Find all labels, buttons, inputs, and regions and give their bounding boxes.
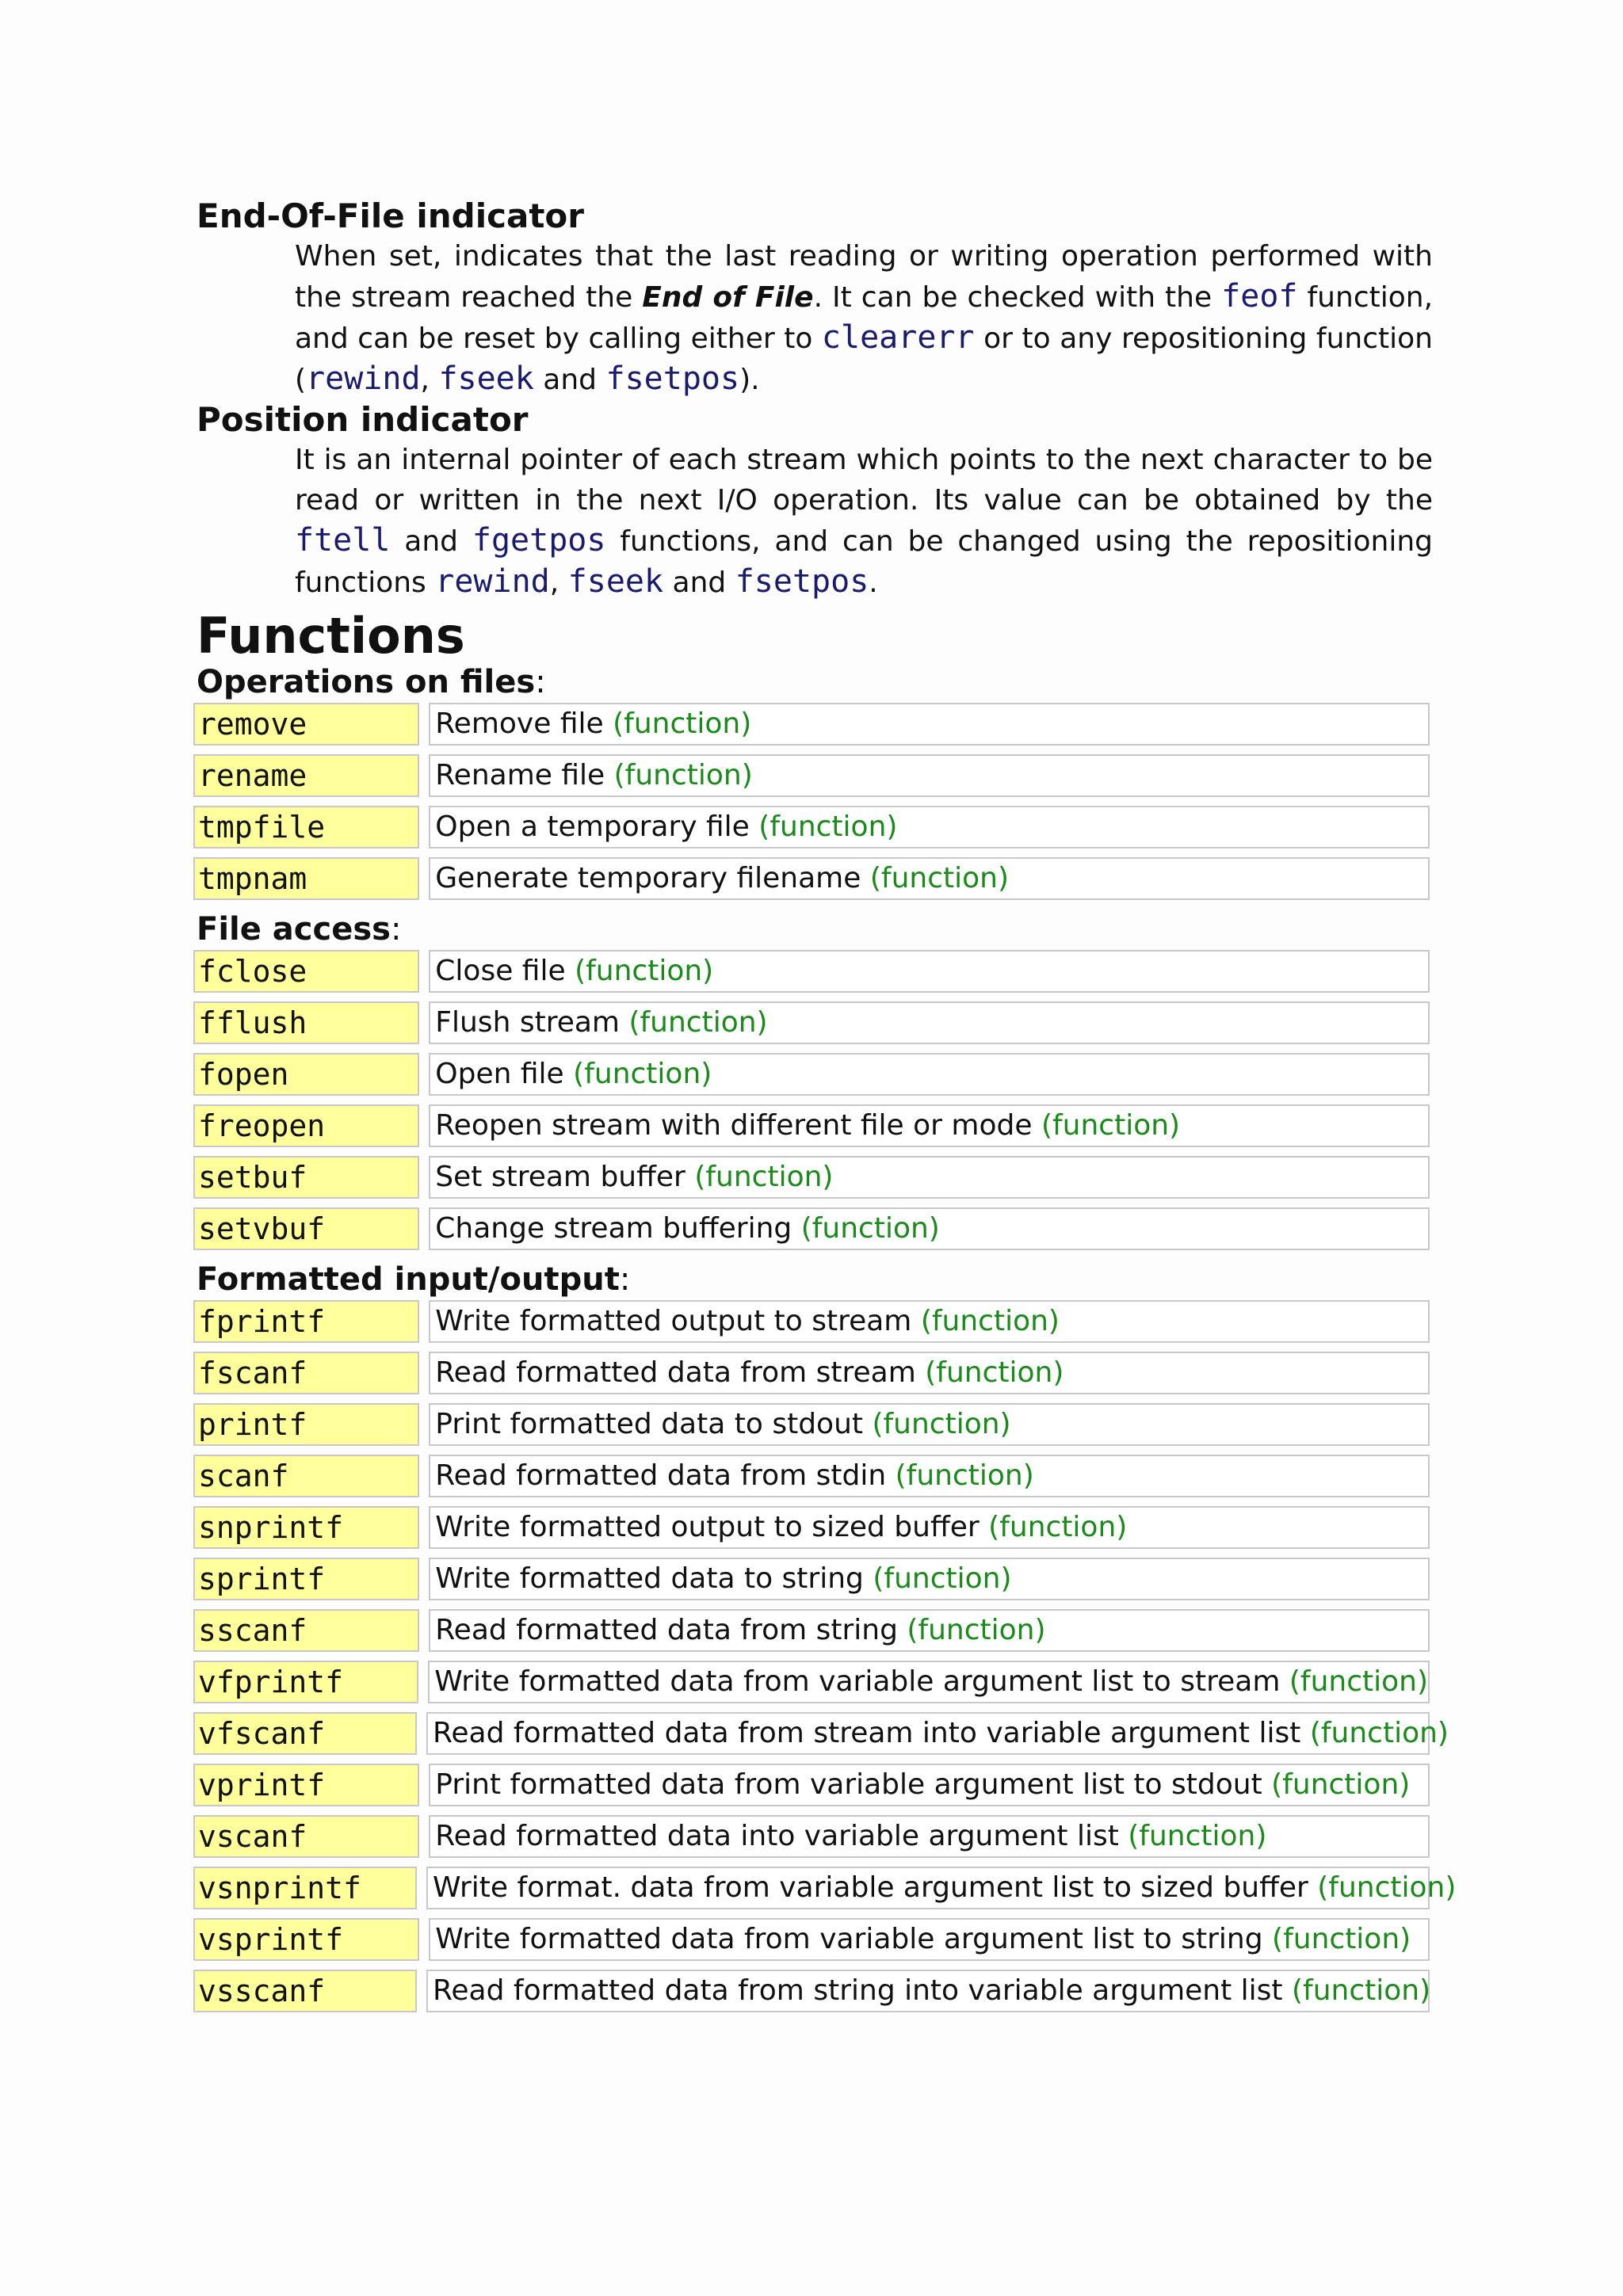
function-description [426, 1867, 1457, 1909]
function-name-link[interactable]: scanf [193, 1455, 419, 1497]
colon: : [619, 1261, 631, 1298]
function-name-link[interactable]: setbuf [193, 1156, 419, 1199]
description-text: Write formatted output to sized buffer [435, 1511, 989, 1543]
description-text: Write formatted data from variable argument list to stream [434, 1665, 1289, 1698]
function-name-link[interactable]: fopen [193, 1053, 419, 1096]
table-row [193, 1815, 1430, 1861]
description-text: Read formatted data from stream [435, 1356, 926, 1389]
table-row [193, 1712, 1449, 1758]
description-text: Read formatted data from stdin [435, 1459, 896, 1492]
function-name-link[interactable]: freopen [193, 1104, 419, 1147]
function-description [429, 1053, 1430, 1096]
kind-label: (function) [613, 707, 752, 740]
table-row [193, 950, 1430, 996]
text: function, and can be reset by calling either to [295, 281, 1434, 355]
table-row [193, 1609, 1430, 1655]
table-row [193, 806, 1430, 852]
text: and [663, 566, 735, 599]
colon: : [390, 911, 402, 948]
description-text: Open file [435, 1058, 574, 1090]
link-feof[interactable]: feof [1221, 278, 1298, 315]
function-description [429, 1815, 1430, 1858]
table-row [193, 1156, 1430, 1202]
function-description [429, 1558, 1430, 1600]
function-description [429, 1156, 1430, 1199]
description-text: Write format. data from variable argument list to sized buffer [433, 1871, 1318, 1904]
link-fsetpos[interactable]: fsetpos [735, 563, 869, 600]
section-title-text: Formatted input/output [197, 1261, 620, 1298]
function-description [429, 806, 1430, 849]
function-description [429, 1609, 1430, 1652]
table-row [193, 857, 1430, 903]
table-row [193, 1352, 1430, 1398]
description-text: Print formatted data from variable argument list to stdout [435, 1768, 1272, 1801]
description-text: Reopen stream with different file or mode [435, 1109, 1041, 1142]
kind-label: (function) [573, 1058, 712, 1090]
kind-label: (function) [872, 1408, 1011, 1440]
text: or to any repositioning function ( [295, 322, 1433, 396]
kind-label: (function) [1292, 1974, 1431, 2007]
description-text: Rename file [435, 759, 614, 791]
description-text: Read formatted data from string into variable argument list [433, 1974, 1292, 2007]
text: ). [739, 364, 760, 396]
text: . [869, 566, 878, 599]
section-title-operations-on-files [197, 662, 1433, 703]
function-description [429, 1207, 1430, 1250]
kind-label: (function) [575, 955, 714, 987]
function-name-link[interactable]: vfprintf [193, 1661, 418, 1703]
kind-label: (function) [628, 1006, 768, 1039]
link-clearerr[interactable]: clearerr [821, 319, 975, 356]
description-text: Open a temporary file [435, 810, 759, 843]
function-description [429, 1403, 1430, 1446]
function-description [429, 1352, 1430, 1394]
text: and [533, 364, 606, 396]
function-name-link[interactable]: vsscanf [193, 1970, 417, 2012]
description-text: Write formatted data from variable argument list to string [435, 1923, 1273, 1955]
table-row [193, 1001, 1430, 1047]
section-title-formatted-input-output [197, 1259, 1433, 1300]
description-text: Change stream buffering [435, 1212, 801, 1245]
kind-label: (function) [1317, 1871, 1457, 1904]
function-name-link[interactable]: fflush [193, 1001, 419, 1044]
document-page [197, 196, 1457, 2021]
function-description [429, 950, 1430, 993]
function-name-link[interactable]: vprintf [193, 1764, 419, 1806]
function-description [426, 1970, 1430, 2012]
text: It is an internal pointer of each stream which points to the next character to be read or written in the next I/O operation. Its value can be obtained by the [295, 444, 1433, 517]
kind-label: (function) [895, 1459, 1034, 1492]
table-row [193, 1506, 1430, 1552]
table-row [193, 1918, 1430, 1964]
kind-label: (function) [988, 1511, 1128, 1543]
description-text: Close file [435, 955, 575, 987]
function-description [429, 1506, 1430, 1549]
eof-indicator-description [295, 236, 1433, 400]
link-fsetpos[interactable]: fsetpos [605, 360, 740, 397]
function-description [429, 703, 1430, 746]
text: When set, indicates that the last reading or writing operation performed with the stream reached the [295, 240, 1433, 314]
table-row [193, 1661, 1430, 1707]
link-fseek[interactable]: fseek [567, 563, 664, 600]
description-text: Write formatted data to string [435, 1562, 873, 1595]
kind-label: (function) [925, 1356, 1064, 1389]
text: . It can be checked with the [813, 281, 1222, 314]
functions-table-operations-on-files [193, 703, 1430, 903]
function-name-link[interactable]: fclose [193, 950, 419, 993]
description-text: Generate temporary filename [435, 862, 870, 894]
link-ftell[interactable]: ftell [295, 522, 391, 559]
function-description [429, 754, 1430, 797]
function-name-link[interactable]: rename [193, 754, 419, 797]
table-row [193, 1558, 1430, 1604]
position-indicator-description [295, 440, 1433, 603]
table-row [193, 1970, 1430, 2016]
kind-label: (function) [1289, 1665, 1428, 1698]
kind-label: (function) [907, 1614, 1046, 1646]
description-text: Read formatted data into variable argument list [435, 1820, 1128, 1852]
description-text: Flush stream [435, 1006, 629, 1039]
description-text: Read formatted data from string [435, 1614, 907, 1646]
kind-label: (function) [1309, 1717, 1449, 1749]
kind-label: (function) [758, 810, 898, 843]
table-row [193, 1104, 1430, 1150]
function-name-link[interactable]: fscanf [193, 1352, 419, 1394]
link-rewind[interactable]: rewind [306, 360, 421, 397]
function-description [429, 1918, 1430, 1961]
description-text: Remove file [435, 707, 613, 740]
kind-label: (function) [800, 1212, 940, 1245]
function-name-link[interactable]: tmpfile [193, 806, 419, 849]
kind-label: (function) [1272, 1923, 1411, 1955]
link-fseek[interactable]: fseek [438, 360, 534, 397]
emphasis-end-of-file: End of File [642, 281, 814, 314]
table-row [193, 1455, 1430, 1501]
function-name-link[interactable]: setvbuf [193, 1207, 419, 1250]
text: , [549, 566, 568, 599]
section-title-text: Operations on files [197, 664, 536, 700]
table-row [193, 1207, 1430, 1253]
table-row [193, 1403, 1430, 1449]
function-name-link[interactable]: vsnprintf [193, 1867, 417, 1909]
kind-label: (function) [694, 1161, 834, 1193]
text: and [390, 525, 472, 558]
function-name-link[interactable]: sscanf [193, 1609, 419, 1652]
link-rewind[interactable]: rewind [435, 563, 550, 600]
table-row [193, 1867, 1457, 1913]
function-description [429, 1455, 1430, 1497]
description-text: Write formatted output to stream [435, 1305, 921, 1337]
function-description [426, 1712, 1449, 1755]
text: , [420, 364, 439, 396]
function-description [428, 1661, 1430, 1703]
colon: : [535, 664, 546, 700]
table-row [193, 1764, 1430, 1810]
section-title-text: File access [197, 911, 391, 948]
functions-table-formatted-input-output [193, 1300, 1457, 2016]
kind-label: (function) [873, 1562, 1012, 1595]
function-name-link[interactable]: vsprintf [193, 1918, 419, 1961]
description-text: Set stream buffer [435, 1161, 695, 1193]
functions-table-file-access [193, 950, 1430, 1253]
eof-indicator-term: End-Of-File indicator [197, 196, 584, 235]
function-name-link[interactable]: remove [193, 703, 419, 746]
section-title-file-access [197, 909, 1433, 950]
function-description [429, 1104, 1430, 1147]
table-row [193, 1300, 1430, 1346]
functions-heading: Functions [197, 607, 465, 665]
table-row [193, 1053, 1430, 1099]
position-indicator-term: Position indicator [197, 400, 529, 439]
function-name-link[interactable]: vscanf [193, 1815, 419, 1858]
kind-label: (function) [1271, 1768, 1411, 1801]
kind-label: (function) [920, 1305, 1060, 1337]
function-description [429, 1001, 1430, 1044]
function-name-link[interactable]: printf [193, 1403, 419, 1446]
kind-label: (function) [1128, 1820, 1267, 1852]
function-description [429, 1764, 1430, 1806]
link-fgetpos[interactable]: fgetpos [472, 522, 606, 559]
function-description [429, 857, 1430, 900]
description-text: Print formatted data to stdout [435, 1408, 873, 1440]
text: functions, and can be changed using the repositioning functions [295, 525, 1433, 599]
description-text: Read formatted data from stream into variable argument list [433, 1717, 1310, 1749]
function-name-link[interactable]: snprintf [193, 1506, 419, 1549]
function-description [429, 1300, 1430, 1343]
function-name-link[interactable]: tmpnam [193, 857, 419, 900]
function-name-link[interactable]: fprintf [193, 1300, 419, 1343]
kind-label: (function) [613, 759, 753, 791]
kind-label: (function) [1041, 1109, 1181, 1142]
function-name-link[interactable]: sprintf [193, 1558, 419, 1600]
table-row [193, 703, 1430, 749]
kind-label: (function) [869, 862, 1009, 894]
function-name-link[interactable]: vfscanf [193, 1712, 417, 1755]
table-row [193, 754, 1430, 800]
